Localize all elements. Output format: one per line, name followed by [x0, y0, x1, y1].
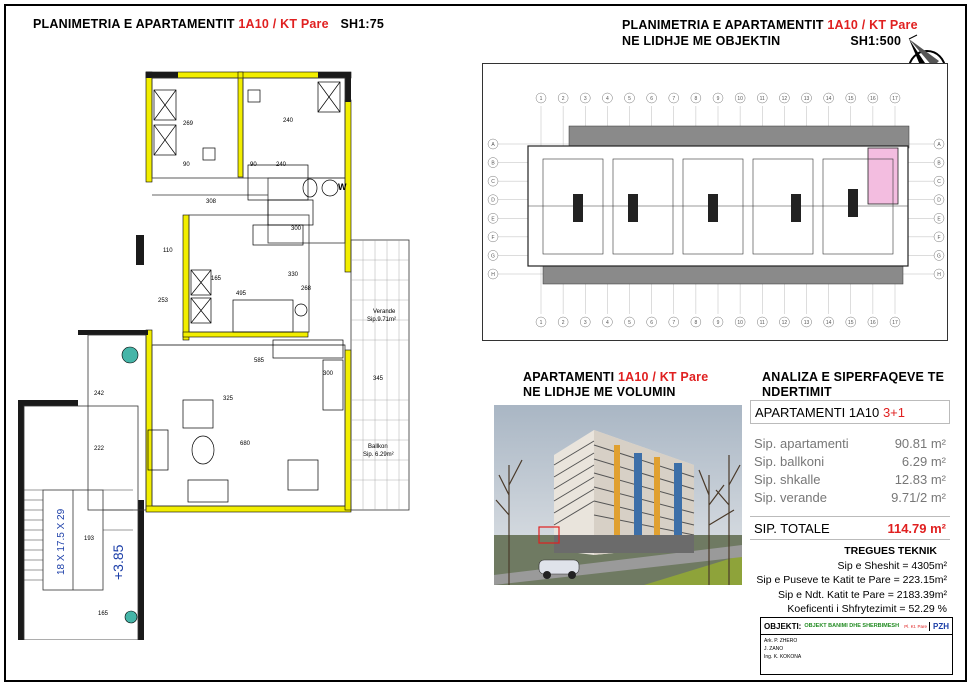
balcony-label: Ballkon — [368, 444, 388, 450]
grid-letter-label: D — [937, 197, 941, 204]
analysis-header: ANALIZA E SIPERFAQEVE TE NDERTIMIT — [762, 370, 945, 399]
dim-label: 253 — [158, 298, 169, 304]
grid-letter-label: H — [491, 272, 495, 278]
technical-indicators: TREGUES TEKNIK Sip e Sheshit = 4305m² Sip e Puseve te Katit te Pare = 223.15m² Sip e Ndt. Katit te Pare = 2183.39m² Koeficenti i Shfrytezimit = 52.29 % — [756, 545, 947, 615]
balcony-area-label: Sip. 6.29m² — [363, 452, 394, 458]
dim-label: 300 — [291, 226, 302, 232]
grid-number-label: 3 — [583, 96, 587, 102]
dim-label: 680 — [240, 441, 251, 447]
grid-number-label: 13 — [803, 320, 810, 326]
grid-letter-label: F — [937, 234, 941, 241]
grid-letter-label: B — [937, 160, 941, 167]
dim-label: 242 — [94, 391, 105, 397]
grid-number-label: 9 — [716, 96, 720, 102]
left-header: PLANIMETRIA E APARTAMENTIT 1A10 / KT Pare SH1:75 — [33, 17, 385, 31]
dim-label: 90 — [250, 162, 257, 168]
apartment-type: 3+1 — [882, 404, 905, 420]
dim-label: 110 — [163, 248, 173, 254]
grid-letter-label: F — [491, 234, 495, 241]
dim-label: 330 — [288, 272, 299, 278]
right-header: PLANIMETRIA E APARTAMENTIT 1A10 / KT Pare NE LIDHJE ME OBJEKTIN SH1:500 — [622, 18, 918, 48]
grid-number-label: 7 — [672, 96, 676, 102]
grid-number-label: 2 — [561, 96, 565, 102]
grid-number-label: 8 — [694, 96, 698, 102]
grid-number-label: 4 — [605, 320, 609, 326]
grid-number-label: 1 — [539, 320, 543, 326]
grid-number-label: 5 — [628, 320, 631, 326]
grid-number-label: 13 — [803, 96, 810, 102]
dim-label: 325 — [223, 396, 234, 402]
dim-label: 269 — [183, 121, 194, 127]
grid-letter-label: A — [937, 142, 941, 148]
washer-label: W — [338, 182, 347, 192]
dim-label: 165 — [211, 276, 222, 282]
grid-number-label: 8 — [694, 320, 698, 326]
area-row: Sip. shkalle 12.83 m² — [754, 471, 946, 487]
grid-letter-label: G — [491, 253, 495, 260]
grid-letter-label: G — [937, 253, 941, 260]
grid-number-label: 4 — [605, 96, 609, 102]
grid-number-label: 11 — [759, 320, 765, 326]
area-analysis-table — [750, 400, 950, 540]
grid-letter-label: E — [491, 216, 495, 223]
dim-label: 308 — [206, 199, 217, 205]
grid-number-label: 10 — [737, 320, 743, 326]
level-label: +3.85 — [110, 544, 126, 580]
grid-number-label: 12 — [781, 320, 788, 326]
area-row: Sip. ballkoni 6.29 m² — [754, 453, 946, 469]
apartment-label: APARTAMENTI 1A10 — [755, 404, 880, 420]
dim-label: 585 — [254, 358, 265, 364]
grid-number-label: 6 — [650, 96, 654, 102]
dim-label: 90 — [183, 162, 190, 168]
building-render-image — [494, 405, 742, 585]
grid-number-label: 17 — [892, 320, 898, 326]
dim-label: 240 — [283, 118, 294, 124]
grid-number-label: 9 — [716, 320, 720, 326]
grid-number-label: 16 — [870, 96, 876, 102]
veranda-label: Verande — [373, 309, 396, 315]
grid-number-label: 14 — [825, 96, 832, 102]
grid-letter-label: E — [937, 216, 941, 223]
grid-number-label: 7 — [672, 320, 676, 326]
dim-label: 300 — [323, 371, 334, 377]
grid-letter-label: B — [491, 160, 495, 167]
site-plan — [482, 63, 948, 341]
dim-label: 240 — [276, 162, 287, 168]
volume-header: APARTAMENTI 1A10 / KT Pare NE LIDHJE ME VOLUMIN — [523, 370, 709, 399]
grid-letter-label: C — [937, 179, 941, 186]
grid-number-label: 15 — [847, 96, 854, 102]
dim-label: 222 — [94, 446, 105, 452]
grid-number-label: 16 — [870, 320, 876, 326]
grid-letter-label: D — [491, 197, 495, 204]
grid-number-label: 11 — [759, 96, 765, 102]
dim-label: 193 — [84, 536, 95, 542]
grid-number-label: 1 — [539, 96, 543, 102]
grid-letter-label: H — [937, 272, 941, 278]
total-row: SIP. TOTALE 114.79 m² — [754, 520, 946, 536]
grid-number-label: 12 — [781, 96, 788, 102]
grid-number-label: 17 — [892, 96, 898, 102]
grid-number-label: 15 — [847, 320, 854, 326]
stair-dimension-label: 18 X 17.5 X 29 — [56, 508, 67, 575]
title-block: OBJEKTI: OBJEKT BANIMI DHE SHERBIMESH Pl. Kt. Pare PZH Ark. P. ZHERO J. ZANO Ing. K. KOKONA — [760, 617, 953, 675]
area-row: Sip. verande 9.71/2 m² — [754, 489, 946, 505]
grid-number-label: 3 — [583, 320, 587, 326]
dim-label: 495 — [236, 291, 247, 297]
grid-letter-label: C — [491, 179, 495, 186]
grid-number-label: 6 — [650, 320, 654, 326]
grid-number-label: 14 — [825, 320, 832, 326]
site-plan-drawing — [483, 64, 949, 342]
grid-number-label: 2 — [561, 320, 565, 326]
apartment-floor-plan — [18, 70, 443, 640]
dim-label: 165 — [98, 611, 109, 617]
dim-label: 345 — [373, 376, 384, 382]
dim-label: 268 — [301, 286, 312, 292]
grid-number-label: 10 — [737, 96, 743, 102]
veranda-area-label: Sip.9.71m² — [367, 317, 397, 323]
grid-letter-label: A — [491, 142, 495, 148]
area-row: Sip. apartamenti 90.81 m² — [754, 435, 946, 451]
grid-number-label: 5 — [628, 96, 631, 102]
